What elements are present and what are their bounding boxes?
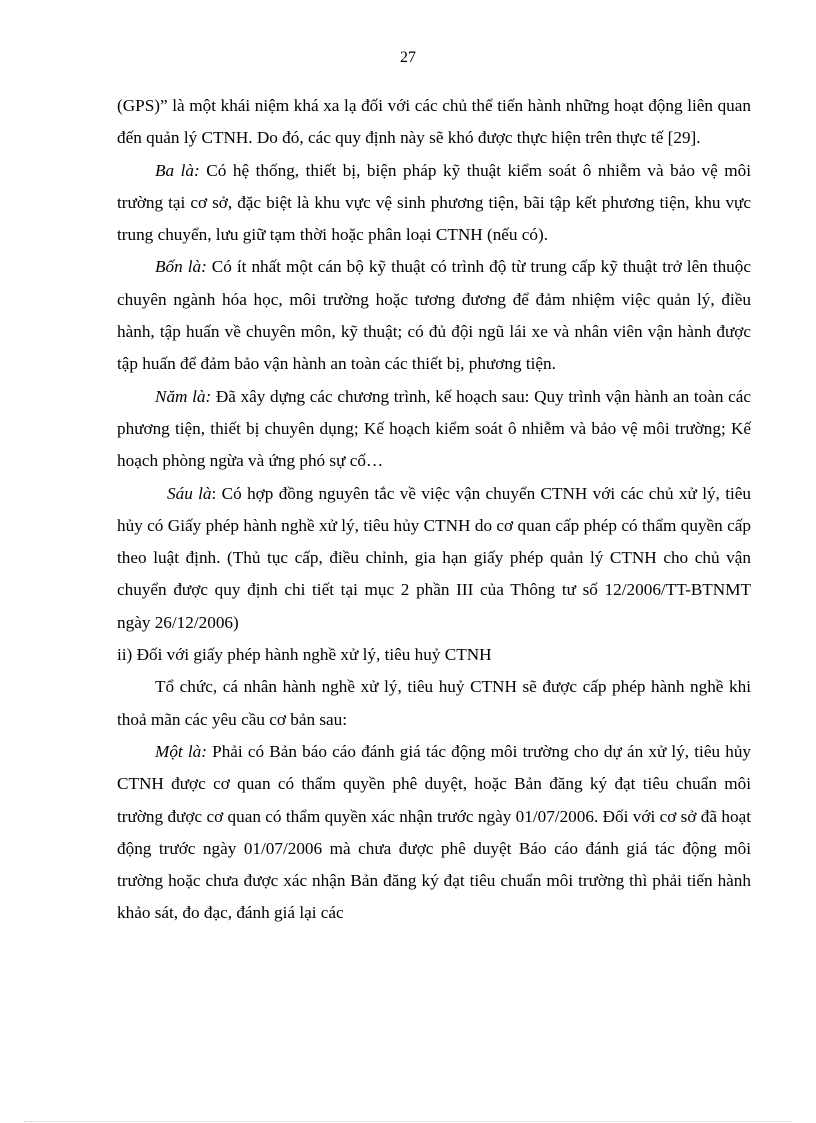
section-heading-text: ii) Đối với giấy phép hành nghề xử lý, tiêu huỷ CTNH (117, 645, 492, 665)
paragraph-lead: Năm là: (155, 386, 212, 406)
paragraph-intro-licensing (117, 671, 751, 736)
section-heading-ii (117, 639, 751, 671)
paragraph-ba-la (117, 155, 751, 252)
paragraph-lead: Bốn là: (155, 257, 207, 277)
paragraph-text: Tổ chức, cá nhân hành nghề xử lý, tiêu huỷ CTNH sẽ được cấp phép hành nghề khi thoả mãn các yêu cầu cơ bản sau: (117, 677, 751, 729)
paragraph-gps-continuation (117, 90, 751, 155)
paragraph-text: Phải có Bản báo cáo đánh giá tác động môi trường cho dự án xử lý, tiêu hủy CTNH được cơ quan có thẩm quyền phê duyệt, hoặc Bản đăng ký đạt tiêu chuẩn môi trường được cơ quan có thẩm quyền xác nhận trước ngày 01/07/2006. Đối với cơ sở đã hoạt động trước ngày 01/07/2006 mà chưa được phê duyệt Báo cáo đánh giá tác động môi trường hoặc chưa được xác nhận Bản đăng ký đạt tiêu chuẩn môi trường thì phải tiến hành khảo sát, đo đạc, đánh giá lại các (117, 741, 752, 923)
document-body (117, 90, 751, 930)
paragraph-bon-la (117, 251, 751, 380)
paragraph-sau-la (117, 478, 751, 639)
paragraph-text: (GPS)” là một khái niệm khá xa lạ đối với các chủ thể tiến hành những hoạt động liên quan đến quản lý CTNH. Do đó, các quy định này sẽ khó được thực hiện trên thực tế [29]. (117, 96, 751, 148)
page-bottom-rule (24, 1121, 792, 1122)
paragraph-lead: Ba là: (155, 160, 200, 180)
paragraph-text: : Có hợp đồng nguyên tắc về việc vận chuyển CTNH với các chủ xử lý, tiêu hủy có Giấy phép hành nghề xử lý, tiêu hủy CTNH do cơ quan cấp phép có thẩm quyền cấp theo luật định. (Thủ tục cấp, điều chỉnh, gia hạn giấy phép quản lý CTNH cho chủ vận chuyển được quy định chi tiết tại mục 2 phần III của Thông tư số 12/2006/TT-BTNMT ngày 26/12/2006) (117, 483, 751, 632)
paragraph-text: Có ít nhất một cán bộ kỹ thuật có trình độ từ trung cấp kỹ thuật trở lên thuộc chuyên ngành hóa học, môi trường hoặc tương đương để đảm nhiệm việc quản lý, điều hành, tập huấn về chuyên môn, kỹ thuật; có đủ đội ngũ lái xe và nhân viên vận hành được tập huấn để đảm bảo vận hành an toàn các thiết bị, phương tiện. (117, 257, 751, 374)
paragraph-text: Có hệ thống, thiết bị, biện pháp kỹ thuật kiểm soát ô nhiễm và bảo vệ môi trường tại cơ sở, đặc biệt là khu vực vệ sinh phương tiện, bãi tập kết phương tiện, khu vực trung chuyển, lưu giữ tạm thời hoặc phân loại CTNH (nếu có). (117, 160, 752, 245)
paragraph-lead: Một là: (155, 741, 207, 761)
page-number: 27 (400, 49, 416, 66)
paragraph-lead: Sáu là (167, 483, 212, 503)
paragraph-mot-la (117, 736, 751, 930)
paragraph-nam-la (117, 381, 751, 478)
paragraph-text: Đã xây dựng các chương trình, kế hoạch sau: Quy trình vận hành an toàn các phương tiện, thiết bị chuyên dụng; Kế hoạch kiểm soát ô nhiễm và bảo vệ môi trường; Kế hoạch phòng ngừa và ứng phó sự cố… (117, 386, 751, 471)
